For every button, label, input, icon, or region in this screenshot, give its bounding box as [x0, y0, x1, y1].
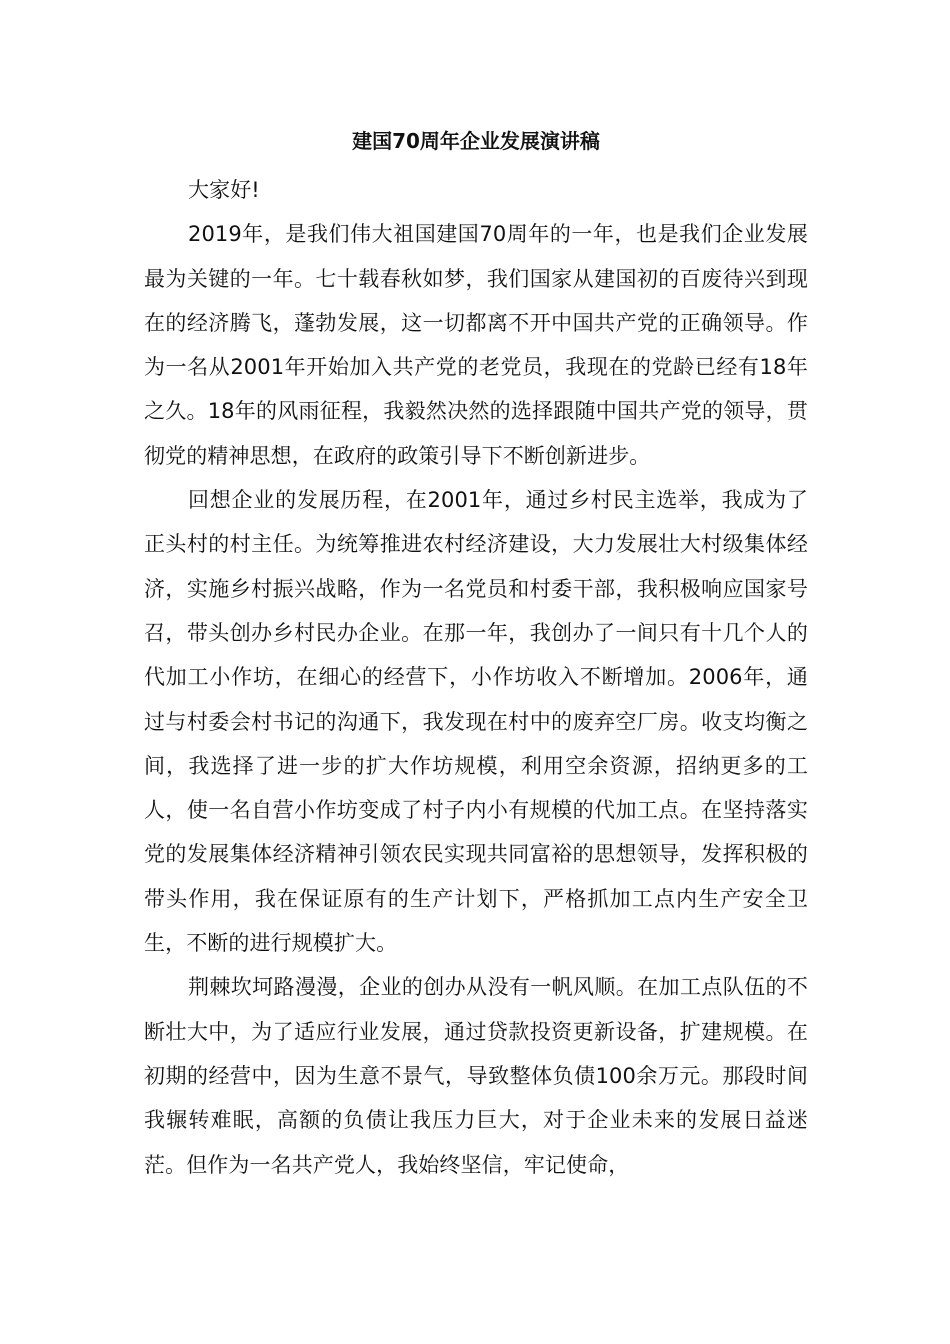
- document-body: [144, 124, 808, 1187]
- body-paragraph-2: 回想企业的发展历程，在2001年，通过乡村民主选举，我成为了正头村的村主任。为统筹推进农村经济建设，大力发展壮大村级集体经济，实施乡村振兴战略，作为一名党员和村委干部，我积极响应国家号召，带头创办乡村民办企业。在那一年，我创办了一间只有十几个人的代加工小作坊，在细心的经营下，小作坊收入不断增加。2006年，通过与村委会村书记的沟通下，我发现在村中的废弃空厂房。收支均衡之间，我选择了进一步的扩大作坊规模，利用空余资源，招纳更多的工人，使一名自营小作坊变成了村子内小有规模的代加工点。在坚持落实党的发展集体经济精神引领农民实现共同富裕的思想领导，发挥积极的带头作用，我在保证原有的生产计划下，严格抓加工点内生产安全卫生，不断的进行规模扩大。: [144, 488, 808, 956]
- document-title: 建国70周年企业发展演讲稿: [352, 129, 600, 153]
- body-paragraph-1: 2019年，是我们伟大祖国建国70周年的一年，也是我们企业发展最为关键的一年。七十载春秋如梦，我们国家从建国初的百废待兴到现在的经济腾飞，蓬勃发展，这一切都离不开中国共产党的正确领导。作为一名从2001年开始加入共产党的老党员，我现在的党龄已经有18年之久。18年的风雨征程，我毅然决然的选择跟随中国共产党的领导，贯彻党的精神思想，在政府的政策引导下不断创新进步。: [144, 222, 808, 468]
- greeting-paragraph: 大家好!: [188, 178, 260, 202]
- body-paragraph-3: 荆棘坎坷路漫漫，企业的创办从没有一帆风顺。在加工点队伍的不断壮大中，为了适应行业发展，通过贷款投资更新设备，扩建规模。在初期的经营中，因为生意不景气，导致整体负债100余万元。那段时间我辗转难眠，高额的负债让我压力巨大，对于企业未来的发展日益迷茫。但作为一名共产党人，我始终坚信，牢记使命，: [144, 975, 808, 1177]
